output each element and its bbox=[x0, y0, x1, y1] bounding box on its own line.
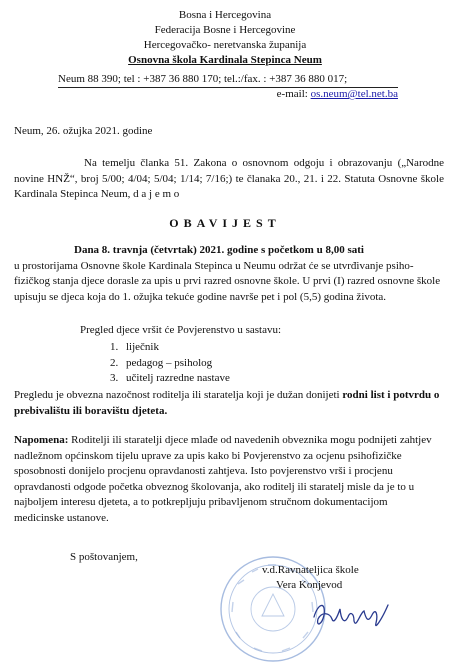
attendance-paragraph bbox=[14, 388, 444, 419]
announcement-paragraph bbox=[14, 243, 444, 305]
signature-block bbox=[262, 563, 359, 593]
note-paragraph bbox=[14, 433, 439, 526]
document-date: Neum, 26. ožujka 2021. godine bbox=[14, 125, 153, 137]
panel-list bbox=[110, 340, 230, 387]
letterhead-school-name: Osnovna škola Kardinala Stepinca Neum bbox=[128, 54, 322, 66]
email-label: e-mail: bbox=[276, 88, 311, 100]
attendance-text: Pregledu je obvezna nazočnost roditelja ili staratelja koji je dužan donijeti bbox=[14, 389, 343, 401]
letterhead-country: Bosna i Hercegovina bbox=[178, 9, 272, 21]
announcement-date-time: Dana 8. travnja (četvrtak) 2021. godine s početkom u 8,00 sati bbox=[74, 244, 364, 256]
contact-email-line bbox=[58, 87, 398, 102]
handwritten-signature-icon bbox=[310, 595, 392, 633]
email-link[interactable]: os.neum@tel.net.ba bbox=[310, 88, 398, 100]
closing-salutation: S poštovanjem, bbox=[70, 551, 138, 563]
list-item: 2. pedagog – psiholog bbox=[110, 356, 213, 369]
document-heading: OBAVIJEST bbox=[169, 216, 281, 230]
note-text: Roditelji ili staratelji djece mlađe od navedenih obveznika mogu podnijeti zahtjev nadležnom općinskom tijelu uprave za upis kako bi Povjerenstvo za ocjenu psihofizičke sposobnosti donijelo procjenu opravdanosti zahtjeva. Isto povjerenstvo vrši i procjenu opravdanosti odgode početka obveznog školovanja, ako roditelj ili staratelj misle da je to u najboljem interesu djeteta, a to potkrepljuju pribavljenom stručnom dokumentacijom medicinske ustanove. bbox=[14, 434, 432, 524]
required-documents: rodni list i potvrdu o prebivalištu ili boravištu djeteta. bbox=[14, 389, 440, 417]
letterhead bbox=[0, 8, 450, 68]
signatory-name: Vera Konjevod bbox=[276, 579, 343, 591]
panel-intro: Pregled djece vršit će Povjerenstvo u sastavu: bbox=[80, 324, 282, 336]
letterhead-federation: Federacija Bosne i Hercegovine bbox=[154, 24, 296, 36]
contact-phone-line: Neum 88 390; tel : +387 36 880 170; tel.:/fax. : +387 36 880 017; bbox=[58, 73, 348, 85]
list-item: 3. učitelj razredne nastave bbox=[110, 372, 230, 384]
announcement-text: u prostorijama Osnovne škole Kardinala Stepinca u Neumu održat će se utvrđivanje psiho-fizičkog stanja djece dorasle za upis u prvi razred osnovne škole. U prvi (I) razred osnovne škole upisuju se djeca koja do 1. ožujka tekuće godine navrše pet i pol (5,5) godina života. bbox=[14, 259, 441, 303]
letterhead-canton: Hercegovačko- neretvanska županija bbox=[143, 39, 307, 51]
note-label: Napomena: bbox=[14, 434, 69, 446]
legal-basis-paragraph: Na temelju članka 51. Zakona o osnovnom odgoju i obrazovanju („Narodne novine HNŽ“, broj 5/00; 4/04; 5/04; 1/14; 7/16;) te članaka 20., 21. i 22. Statuta Osnovne škole Kardinala Stepinca Neum, d a j e m o bbox=[14, 157, 444, 200]
contact-divider bbox=[58, 87, 398, 88]
list-item: 1. liječnik bbox=[110, 341, 159, 353]
signatory-title: v.d.Ravnateljica škole bbox=[262, 564, 359, 576]
